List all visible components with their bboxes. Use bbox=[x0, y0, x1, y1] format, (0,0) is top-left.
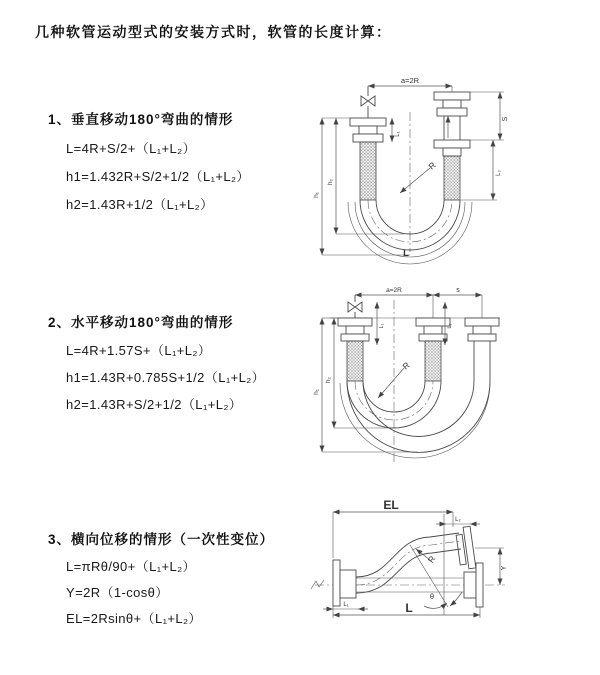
page-title: 几种软管运动型式的安装方式时，软管的长度计算： bbox=[35, 24, 392, 40]
dim-l2 bbox=[436, 517, 480, 524]
dim-label-h2: h₂ bbox=[325, 376, 332, 384]
dim-span bbox=[368, 76, 452, 92]
radius-label bbox=[400, 160, 438, 193]
right-flange-upper bbox=[434, 92, 470, 140]
dim-span bbox=[355, 287, 482, 318]
section-2-heading: 2、水平移动180°弯曲的情形 bbox=[48, 315, 234, 330]
section-1-heading: 1、垂直移动180°弯曲的情形 bbox=[48, 112, 234, 127]
diagram-vertical-180-bend bbox=[315, 70, 600, 270]
angle-theta bbox=[424, 592, 462, 608]
s-curve-hose bbox=[356, 533, 461, 593]
section-1-formula-h1: h1=1.432R+S/2+1/2（L₁+L₂） bbox=[66, 169, 250, 184]
dim-l1 bbox=[323, 602, 368, 609]
dim-label-r: R bbox=[400, 359, 412, 372]
dim-label-h1: h₁ bbox=[313, 389, 320, 395]
dim-l2 bbox=[460, 140, 502, 200]
section-1-formula-l: L=4R+S/2+（L₁+L₂） bbox=[66, 141, 197, 156]
valve-icon bbox=[348, 295, 362, 318]
diagram-lateral-displacement bbox=[305, 498, 600, 660]
dim-label-s: S bbox=[502, 116, 509, 122]
hose-arcs bbox=[340, 381, 490, 458]
valve-icon bbox=[361, 86, 375, 118]
left-flange-assembly bbox=[338, 318, 372, 381]
dim-s bbox=[470, 92, 509, 140]
right-flange-assembly bbox=[465, 318, 499, 381]
dim-label-a2r: a=2R bbox=[400, 76, 420, 85]
section-3-formula-y: Y=2R（1-cosθ） bbox=[66, 585, 169, 600]
dim-label-l2: L₂ bbox=[455, 517, 461, 523]
left-flange-assembly bbox=[333, 560, 356, 606]
diagram-horizontal-180-bend bbox=[315, 283, 600, 478]
dim-label-r: R bbox=[426, 159, 438, 172]
dim-label-el: EL bbox=[383, 498, 399, 512]
right-flange-lower bbox=[434, 116, 470, 200]
section-2-formula-l: L=4R+1.57S+（L₁+L₂） bbox=[66, 343, 212, 358]
section-3-heading: 3、横向位移的情形（一次性变位） bbox=[48, 532, 275, 547]
section-2-formula-h2: h2=1.43R+S/2+1/2（L₁+L₂） bbox=[66, 397, 243, 412]
dim-label-r: R bbox=[425, 553, 438, 565]
section-1-formula-h2: h2=1.43R+1/2（L₁+L₂） bbox=[66, 197, 214, 212]
dim-label-s: s bbox=[456, 287, 460, 294]
dim-l1 bbox=[392, 118, 401, 142]
dim-label-h1: h₁ bbox=[313, 192, 320, 198]
dim-label-theta: θ bbox=[429, 592, 435, 601]
dim-el bbox=[333, 498, 453, 558]
dim-label-h2: h₂ bbox=[327, 178, 334, 186]
dim-label-y: Y bbox=[501, 565, 508, 571]
dim-label-l-total: L bbox=[403, 248, 409, 259]
dim-label-l1: L₁ bbox=[379, 323, 385, 329]
dim-label-l1: L₁ bbox=[343, 602, 349, 608]
left-flange-assembly bbox=[350, 118, 386, 200]
radius-label bbox=[378, 360, 412, 398]
section-2-formula-h1: h1=1.43R+0.785S+1/2（L₁+L₂） bbox=[66, 370, 266, 385]
section-3-formula-el: EL=2Rsinθ+（L₁+L₂） bbox=[66, 611, 202, 626]
dim-label-l1: L₁ bbox=[395, 131, 401, 137]
section-3-formula-l: L=πRθ/90+（L₁+L₂） bbox=[66, 559, 196, 574]
dim-label-a2r: a=2R bbox=[386, 287, 402, 294]
dim-l1 bbox=[377, 302, 385, 345]
dim-label-l2: L₂ bbox=[496, 170, 502, 176]
dim-label-l-total: L bbox=[405, 601, 413, 615]
dim-label-l2: L₂ bbox=[447, 323, 453, 329]
dim-l bbox=[333, 601, 480, 618]
